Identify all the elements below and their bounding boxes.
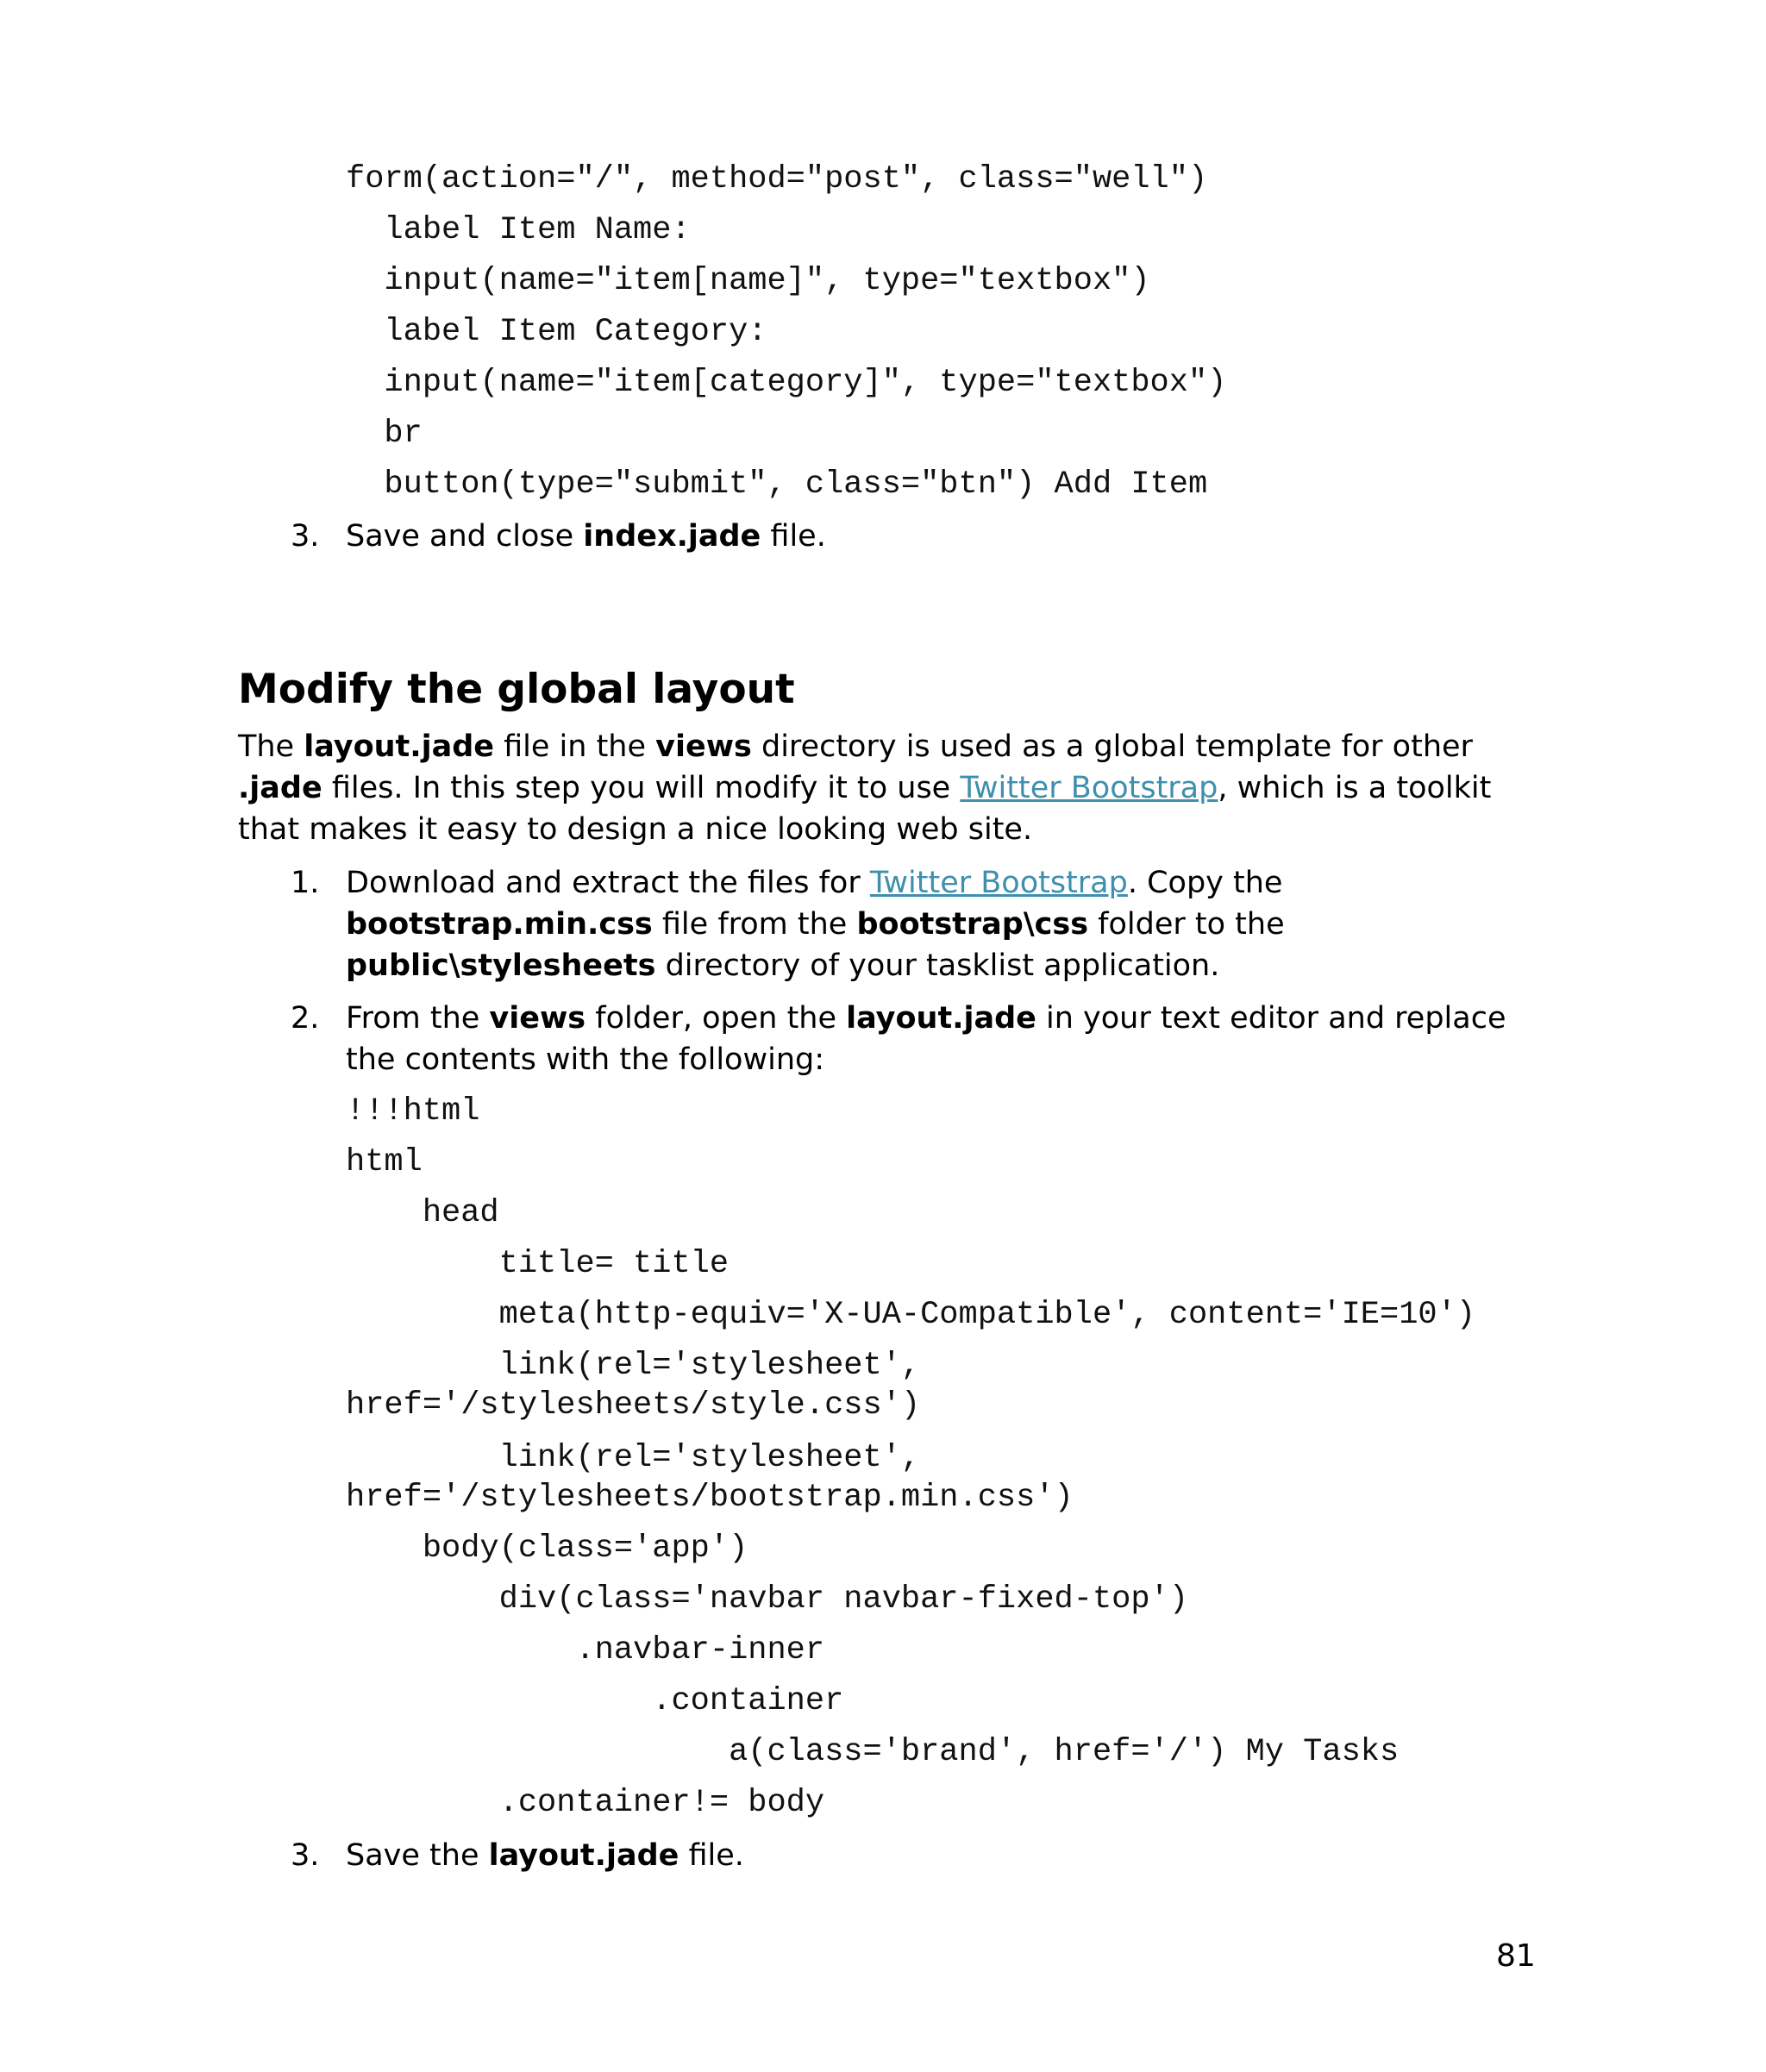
list-number: 1. <box>291 866 320 900</box>
code-line: head <box>346 1195 499 1231</box>
list-item-text: Download and extract the files for Twitter Bootstrap. Copy the bootstrap.min.css file from the bootstrap\css folder to the public\stylesheets directory of your tasklist application. <box>346 866 1285 983</box>
list-number: 2. <box>291 1001 320 1036</box>
intro-paragraph: The layout.jade file in the views directory is used as a global template for other .jade files. In this step you will modify it to use Twitter Bootstrap, which is a toolkit that makes it easy to design a nice looking web site. <box>238 729 1492 847</box>
code-line: title= title <box>346 1246 730 1282</box>
list-number: 3. <box>291 1838 320 1873</box>
code-line: div(class='navbar navbar-fixed-top') <box>346 1581 1188 1618</box>
code-line: .container <box>346 1683 844 1719</box>
code-line: form(action="/", method="post", class="well") <box>346 161 1208 197</box>
code-line: href='/stylesheets/style.css') <box>346 1387 921 1424</box>
twitter-bootstrap-link[interactable]: Twitter Bootstrap <box>960 771 1218 805</box>
code-line: a(class='brand', href='/') My Tasks <box>346 1734 1400 1770</box>
list-item-text: Save and close index.jade file. <box>346 519 826 554</box>
code-line: label Item Name: <box>346 212 691 248</box>
section-heading: Modify the global layout <box>238 666 795 713</box>
list-number: 3. <box>291 519 320 554</box>
code-line: link(rel='stylesheet', <box>346 1440 921 1476</box>
page-number: 81 <box>1496 1938 1536 1974</box>
code-line: html <box>346 1144 423 1180</box>
code-line: input(name="item[name]", type="textbox") <box>346 263 1150 299</box>
code-line: !!!html <box>346 1093 480 1130</box>
code-line: .navbar-inner <box>346 1632 825 1668</box>
code-line: href='/stylesheets/bootstrap.min.css') <box>346 1480 1074 1516</box>
code-line: br <box>346 416 423 452</box>
twitter-bootstrap-link[interactable]: Twitter Bootstrap <box>869 866 1128 900</box>
code-line: link(rel='stylesheet', <box>346 1348 921 1384</box>
code-line: meta(http-equiv='X-UA-Compatible', content='IE=10') <box>346 1297 1476 1333</box>
list-item-text: From the views folder, open the layout.jade in your text editor and replace the contents with the following: <box>346 1001 1506 1077</box>
code-line: label Item Category: <box>346 314 767 350</box>
code-line: button(type="submit", class="btn") Add Item <box>346 466 1208 503</box>
list-item-text: Save the layout.jade file. <box>346 1838 744 1873</box>
code-line: .container!= body <box>346 1785 825 1821</box>
code-line: input(name="item[category]", type="textbox") <box>346 365 1227 401</box>
code-line: body(class='app') <box>346 1531 748 1567</box>
